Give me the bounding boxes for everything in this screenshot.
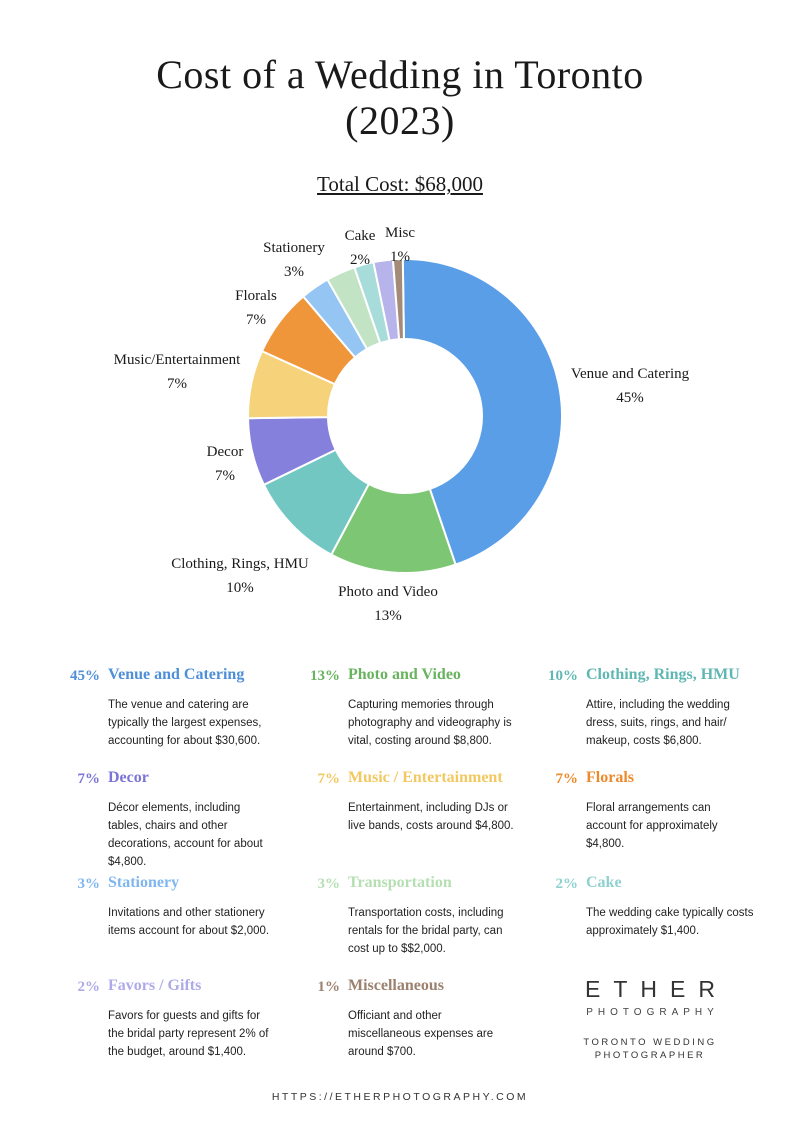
slice-label-name-5: Music/Entertainment: [113, 352, 241, 368]
cost-card-percent: 2%: [555, 876, 578, 892]
brand-tagline-line-1: TORONTO WEDDING: [583, 1037, 717, 1048]
slice-label-name-4: Decor: [206, 444, 244, 460]
cost-card: [555, 767, 800, 853]
slice-label-value-4: 7%: [215, 468, 235, 484]
ether-photography-logo: [560, 976, 740, 1062]
slice-label-name-1: Venue and Catering: [570, 366, 690, 382]
cost-card-description: Entertainment, including DJs or live bands, costs around $4,800.: [348, 802, 514, 832]
cost-card-title: Cake: [586, 874, 622, 891]
cost-card-percent: 7%: [77, 771, 100, 787]
slice-label-value-5: 7%: [167, 376, 187, 392]
slice-label-name-8: Stationery: [263, 240, 325, 256]
cost-card-percent: 10%: [548, 668, 578, 684]
cost-card-description: The venue and catering are typically the largest expenses, accounting for about $30,600.: [108, 699, 262, 747]
cost-card-title: Venue and Catering: [108, 666, 245, 683]
title-line-1: Cost of a Wedding in Toronto: [156, 52, 644, 97]
cost-card-title: Music / Entertainment: [348, 769, 503, 786]
cost-card-title: Decor: [108, 769, 149, 786]
cost-card-title: Florals: [586, 769, 634, 786]
website-url[interactable]: HTTPS://ETHERPHOTOGRAPHY.COM: [271, 1091, 529, 1103]
cost-card-description: Décor elements, including tables, chairs and other decorations, account for about $4,800.: [108, 802, 263, 868]
cost-card: [548, 664, 800, 750]
cost-card-percent: 1%: [317, 979, 340, 995]
cost-card-percent: 2%: [77, 979, 100, 995]
brand-tagline-line-2: PHOTOGRAPHER: [594, 1050, 706, 1061]
slice-label-name-6: Florals: [235, 288, 277, 304]
cost-card-description: Invitations and other stationery items account for about $2,000.: [108, 907, 270, 937]
slice-label-name-3: Clothing, Rings, HMU: [171, 556, 309, 572]
cost-card-percent: 7%: [317, 771, 340, 787]
brand-name: ETHER: [585, 976, 728, 1002]
slice-label-value-6: 7%: [246, 312, 266, 328]
cost-card-description: Transportation costs, including rentals for the bridal party, can cost up to $$2,000.: [348, 907, 504, 955]
cost-card: [317, 975, 588, 1061]
cost-card-percent: 3%: [77, 876, 100, 892]
cost-card-percent: 7%: [555, 771, 578, 787]
brand-tagline: [560, 1036, 740, 1062]
cost-card-title: Favors / Gifts: [108, 977, 202, 994]
cost-card-description: Officiant and other miscellaneous expenses are around $700.: [348, 1010, 494, 1058]
cost-card-title: Miscellaneous: [348, 977, 444, 994]
slice-label-name-9: Cake: [344, 228, 376, 244]
cost-card-percent: 13%: [310, 668, 340, 684]
slice-label-value-3: 10%: [226, 580, 254, 596]
slice-label-value-2: 13%: [374, 608, 402, 624]
cost-card: [555, 872, 800, 940]
slice-label-value-9: 2%: [350, 252, 370, 268]
cost-card-title: Stationery: [108, 874, 180, 891]
cost-card-title: Photo and Video: [348, 666, 461, 683]
total-cost: Total Cost: $68,000: [317, 172, 483, 196]
slice-label-value-8: 3%: [284, 264, 304, 280]
cost-card-percent: 45%: [70, 668, 100, 684]
brand-sub: PHOTOGRAPHY: [586, 1007, 719, 1018]
cost-card-title: Transportation: [348, 874, 452, 891]
cost-card-description: The wedding cake typically costs approximately $1,400.: [586, 907, 754, 937]
title-line-2: (2023): [345, 98, 455, 143]
cost-card-title: Clothing, Rings, HMU: [586, 666, 740, 683]
cost-card-description: Floral arrangements can account for approximately $4,800.: [586, 802, 718, 850]
slice-label-name-11: Misc: [385, 225, 415, 241]
slice-label-value-11: 1%: [390, 249, 410, 265]
cost-card-description: Capturing memories through photography and videography is vital, costing around $8,800.: [348, 699, 512, 747]
slice-label-name-2: Photo and Video: [338, 584, 438, 600]
cost-card-description: Attire, including the wedding dress, suits, rings, and hair/ makeup, costs $6,800.: [586, 699, 730, 747]
cost-card-percent: 3%: [317, 876, 340, 892]
cost-card-description: Favors for guests and gifts for the bridal party represent 2% of the budget, around $1,400.: [108, 1010, 269, 1058]
donut-chart: [0, 210, 800, 630]
page-title: [0, 52, 800, 144]
slice-label-value-1: 45%: [616, 390, 644, 406]
